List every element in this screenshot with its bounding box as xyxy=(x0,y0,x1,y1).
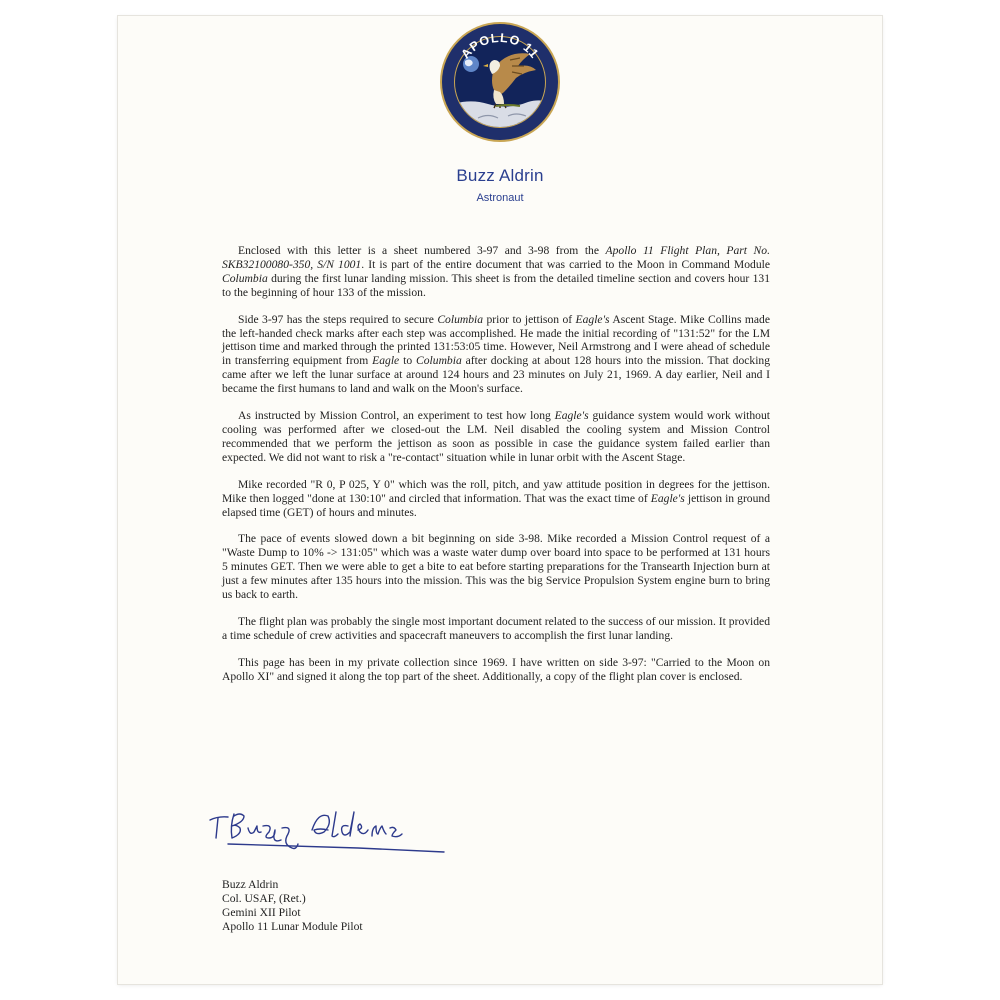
italic-text-run: Eagle's xyxy=(554,409,589,423)
italic-text-run: Eagle xyxy=(372,354,400,368)
italic-text-run: Eagle's xyxy=(650,491,685,505)
apollo-11-mission-patch-icon xyxy=(438,20,562,156)
italic-text-run: Eagle's xyxy=(575,312,610,326)
italic-text-run: Columbia xyxy=(437,312,484,326)
text-run: Enclosed with this letter is a sheet numbered 3-97 and 3-98 from the xyxy=(238,244,606,257)
patch-mission-text: APOLLO 11 xyxy=(458,30,542,62)
body-paragraph xyxy=(222,615,770,643)
letterhead-name: Buzz Aldrin xyxy=(456,166,544,185)
body-paragraph xyxy=(222,409,770,465)
closing-rank: Col. USAF, (Ret.) xyxy=(222,892,306,905)
text-run: This page has been in my private collection since 1969. I have written on side 3-97: "Carried to the Moon on Apollo XI" and signed it along the top part of the sheet. Additionally, a copy of the flight plan cover is enclosed. xyxy=(222,655,770,683)
text-run: Mike recorded "R 0, P 025, Y 0" which was the roll, pitch, and yaw attitude position in degrees for the jettison. Mike then logged "done at 130:10" and circled that information. That was the exact time of xyxy=(222,477,770,505)
closing-apollo: Apollo 11 Lunar Module Pilot xyxy=(222,920,363,933)
body-paragraph xyxy=(222,478,770,520)
closing-block xyxy=(222,878,363,934)
body-paragraph xyxy=(222,532,770,602)
closing-name: Buzz Aldrin xyxy=(222,878,279,891)
letterhead-title: Astronaut xyxy=(476,192,524,204)
text-run: after docking at about 128 hours into the mission. That docking came after we left the lunar surface at around 124 hours and 23 minutes on July 21, 1969. A day earlier, Neil and I became the first humans to land and walk on the Moon's surface. xyxy=(222,354,771,396)
body-paragraph xyxy=(222,313,770,396)
body-paragraph xyxy=(222,656,770,684)
text-run: . It is part of the entire document that was carried to the Moon in Command Module xyxy=(361,257,770,271)
text-run: Side 3-97 has the steps required to secure xyxy=(238,312,438,326)
text-run: guidance system would work without cooling was performed after we closed-out the LM. Neil disabled the cooling system and Mission Control recommended that we perform the jettison as soon as possible in case the guidance system failed earlier than expected. We did not want to risk a "re-contact" situation while in lunar orbit with the Ascent Stage. xyxy=(222,409,770,464)
text-run: prior to jettison of xyxy=(483,312,576,326)
text-run: during the first lunar landing mission. This sheet is from the detailed timeline section and covers hour 131 to the beginning of hour 133 of the mission. xyxy=(222,271,770,299)
handwritten-signature xyxy=(208,806,448,866)
letter-body xyxy=(222,244,770,697)
text-run: The flight plan was probably the single most important document related to the success of our mission. It provided a time schedule of crew activities and spacecraft maneuvers to accomplish the first lunar landing. xyxy=(222,614,770,642)
closing-gemini: Gemini XII Pilot xyxy=(222,906,301,919)
italic-text-run: Columbia xyxy=(416,354,462,368)
italic-text-run: Columbia xyxy=(222,271,268,285)
text-run: jettison in ground elapsed time (GET) of hours and minutes. xyxy=(222,491,770,519)
text-run: As instructed by Mission Control, an experiment to test how long xyxy=(238,409,555,423)
body-paragraph xyxy=(222,244,770,300)
text-run: Ascent Stage. Mike Collins made the left-handed check marks after each step was accomplished. He made the initial recording of "131:52" for the LM jettison time and marked through the printed 131:53:05 time. However, Neil Armstrong and I were ahead of schedule in transferring equipment from xyxy=(222,312,770,368)
italic-text-run: Apollo 11 Flight Plan, Part No. SKB32100080-350, S/N 1001 xyxy=(222,244,770,271)
text-run: to xyxy=(399,354,417,368)
text-run: The pace of events slowed down a bit beginning on side 3-98. Mike recorded a Mission Control request of a "Waste Dump to 10% -> 131:05" which was a waste water dump over board into space to be performed at 131 hours 5 minutes GET. Then we were able to get a bite to eat before starting preparations for the Transearth Injection burn at just a few minutes after 135 hours into the mission. This was the big Service Propulsion System engine burn to bring us back to earth. xyxy=(222,532,770,602)
